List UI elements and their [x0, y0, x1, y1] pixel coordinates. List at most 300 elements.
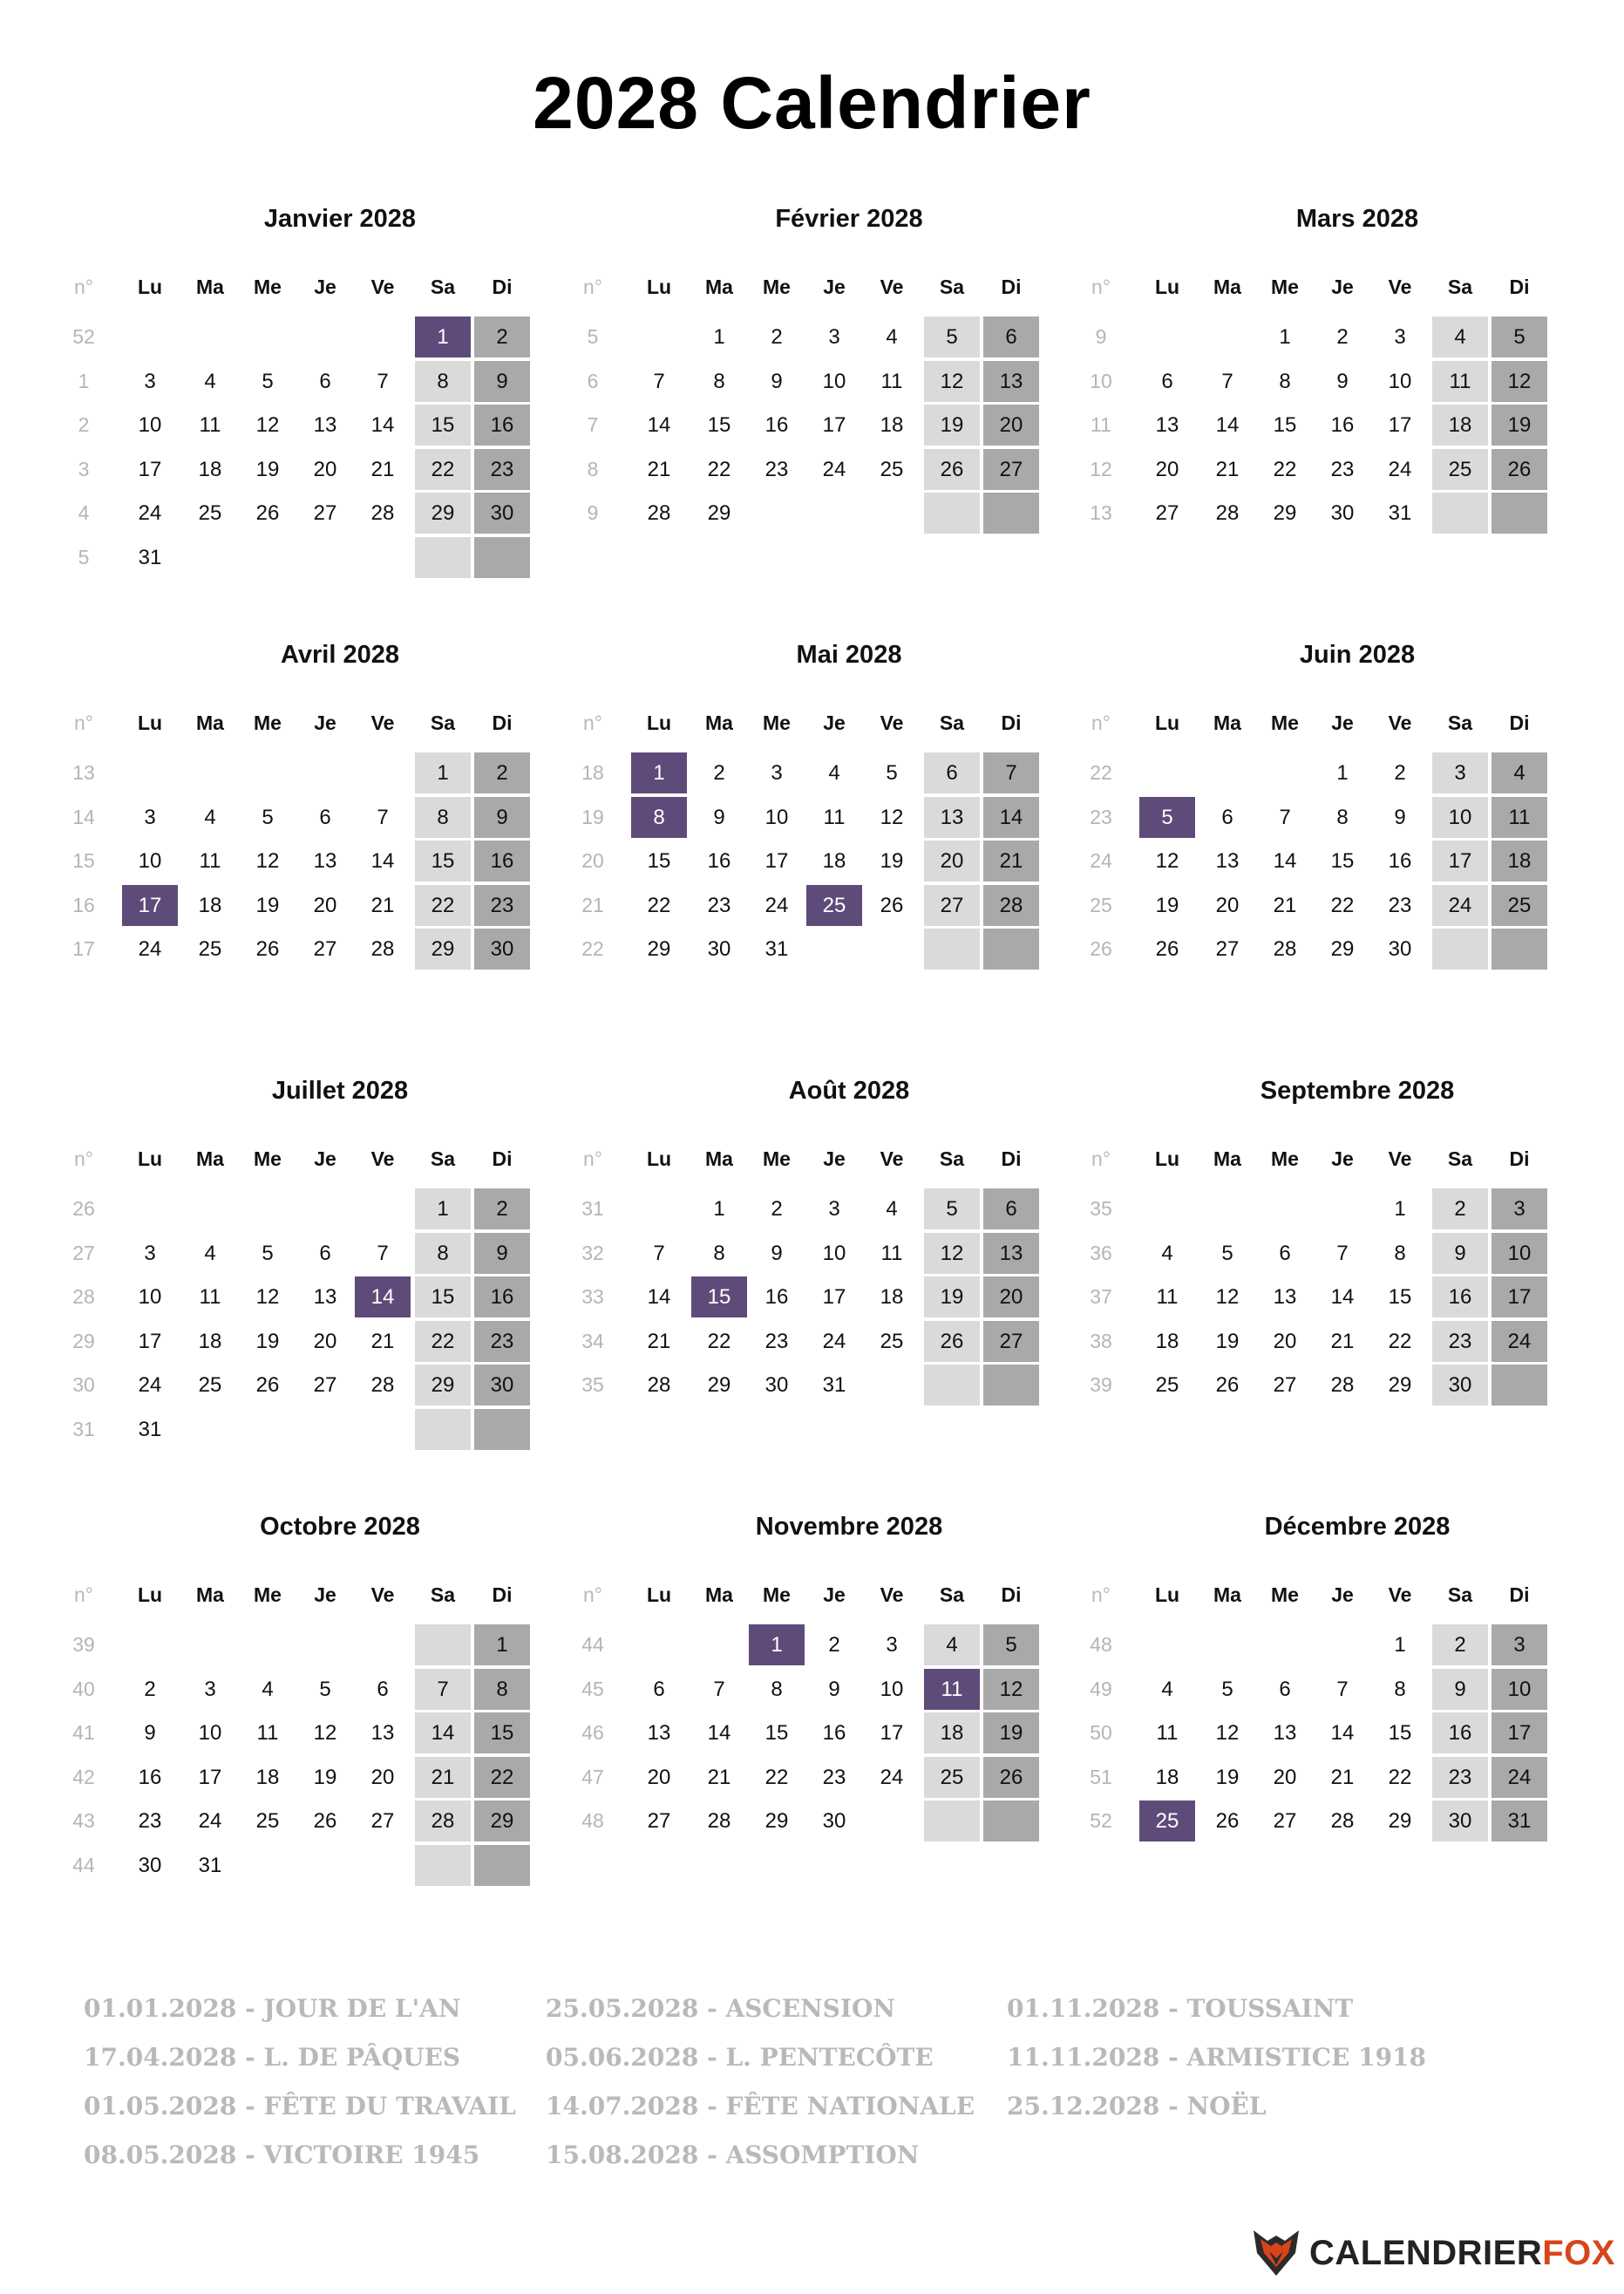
day-cell: 2	[144, 1677, 156, 1701]
week-number: 49	[1090, 1677, 1112, 1700]
week-number-header: n°	[1091, 1147, 1111, 1170]
day-cell: 7	[983, 752, 1039, 793]
month-block	[570, 641, 1058, 1051]
day-cell: 23	[1330, 457, 1355, 481]
day-cell: 27	[1215, 937, 1240, 961]
month-title: Décembre 2028	[1264, 1513, 1451, 1541]
week-number: 35	[581, 1373, 604, 1396]
day-cell: 28	[370, 1373, 395, 1397]
day-cell: 13	[1155, 413, 1179, 437]
weekday-header: Je	[314, 276, 336, 298]
day-cell: 25	[880, 457, 904, 481]
holiday-day-cell: 15	[691, 1276, 747, 1317]
day-cell: 15	[415, 1276, 471, 1317]
month-title: Mars 2028	[1295, 205, 1419, 233]
day-cell: 4	[886, 325, 898, 349]
day-cell: 28	[647, 1373, 671, 1397]
day-cell: 19	[1155, 893, 1179, 917]
empty-weekend-cell	[983, 493, 1039, 534]
day-cell: 21	[370, 893, 395, 917]
day-cell: 13	[647, 1721, 671, 1745]
weekday-header: Di	[1509, 1147, 1530, 1170]
weekday-header: Sa	[430, 711, 456, 734]
weekday-header: Lu	[646, 711, 672, 734]
week-number-header: n°	[74, 711, 93, 734]
week-number: 12	[1090, 457, 1112, 480]
weekday-header: Ma	[196, 1583, 224, 1606]
week-number: 52	[1090, 1809, 1112, 1832]
day-cell: 30	[1388, 937, 1412, 961]
day-cell: 29	[415, 493, 471, 534]
day-cell: 24	[1388, 457, 1412, 481]
weekday-header: Sa	[1447, 1583, 1473, 1606]
week-number: 30	[72, 1373, 95, 1396]
week-number: 13	[72, 761, 95, 784]
week-number: 6	[587, 369, 599, 392]
day-cell: 30	[474, 929, 530, 970]
day-cell: 26	[924, 1321, 980, 1362]
day-cell: 12	[880, 805, 904, 829]
week-number: 46	[581, 1721, 604, 1744]
brand-name	[1309, 2234, 1615, 2273]
day-cell: 20	[313, 1329, 337, 1353]
week-number: 25	[1090, 893, 1112, 916]
day-cell: 7	[1336, 1241, 1349, 1265]
week-number: 31	[72, 1417, 95, 1440]
weekday-header: Sa	[939, 1147, 965, 1170]
day-cell: 28	[983, 885, 1039, 926]
day-cell: 9	[474, 1233, 530, 1274]
day-cell: 11	[199, 849, 221, 873]
day-cell: 29	[1388, 1809, 1412, 1833]
day-cell: 16	[822, 1721, 846, 1745]
holiday-column	[84, 1984, 537, 2180]
day-cell: 5	[924, 317, 980, 357]
holiday-day-cell: 1	[415, 317, 471, 357]
day-cell: 18	[1155, 1765, 1179, 1789]
weekday-header: Lu	[646, 1147, 672, 1170]
day-cell: 18	[198, 893, 222, 917]
holiday-day-cell: 11	[924, 1669, 980, 1710]
day-cell: 18	[924, 1712, 980, 1753]
week-number: 8	[587, 457, 599, 480]
day-cell: 20	[983, 405, 1039, 446]
day-cell: 28	[707, 1809, 731, 1833]
day-cell: 7	[377, 1241, 389, 1265]
weekday-header: Ve	[370, 711, 395, 734]
day-cell: 5	[262, 805, 274, 829]
day-cell: 26	[1215, 1373, 1240, 1397]
day-cell: 3	[1491, 1188, 1547, 1229]
day-cell: 22	[415, 885, 471, 926]
day-cell: 9	[828, 1677, 840, 1701]
day-cell: 6	[319, 369, 331, 393]
week-number: 13	[1090, 501, 1112, 524]
weekday-header: Lu	[137, 1147, 163, 1170]
day-cell: 21	[1330, 1329, 1355, 1353]
day-cell: 30	[1432, 1365, 1488, 1406]
day-cell: 4	[1161, 1677, 1173, 1701]
week-number: 24	[1090, 849, 1112, 872]
day-cell: 26	[313, 1809, 337, 1833]
day-cell: 22	[1388, 1765, 1412, 1789]
day-cell: 1	[1279, 325, 1291, 349]
day-cell: 29	[415, 929, 471, 970]
week-number-header: n°	[1091, 276, 1111, 298]
day-cell: 3	[1394, 325, 1406, 349]
day-cell: 20	[1273, 1329, 1297, 1353]
week-number: 31	[581, 1197, 604, 1220]
week-number: 38	[1090, 1329, 1112, 1352]
week-number: 27	[72, 1241, 95, 1264]
holiday-day-cell: 25	[1139, 1800, 1195, 1841]
holiday-day-cell: 1	[631, 752, 687, 793]
day-cell: 15	[474, 1712, 530, 1753]
weekday-header: Me	[254, 1583, 282, 1606]
day-cell: 2	[1394, 761, 1406, 785]
day-cell: 22	[415, 449, 471, 490]
day-cell: 30	[474, 1365, 530, 1406]
month-block	[61, 205, 549, 615]
day-cell: 29	[1273, 501, 1297, 525]
day-cell: 21	[1330, 1765, 1355, 1789]
week-number: 28	[72, 1285, 95, 1308]
weekday-header: Me	[763, 276, 791, 298]
day-cell: 8	[474, 1669, 530, 1710]
week-number: 22	[1090, 761, 1112, 784]
weekday-header: Je	[1331, 1583, 1354, 1606]
weekday-header: Je	[1331, 1147, 1354, 1170]
week-number: 50	[1090, 1721, 1112, 1744]
day-cell: 18	[880, 1285, 904, 1309]
week-number-header: n°	[583, 276, 602, 298]
weekday-header: Di	[492, 1147, 513, 1170]
day-cell: 7	[713, 1677, 725, 1701]
week-number: 35	[1090, 1197, 1112, 1220]
day-cell: 18	[822, 849, 846, 873]
weekday-header: Di	[1001, 1147, 1022, 1170]
day-cell: 17	[822, 413, 846, 437]
empty-weekend-cell	[983, 929, 1039, 970]
day-cell: 17	[1491, 1712, 1547, 1753]
day-cell: 5	[262, 369, 274, 393]
day-cell: 12	[983, 1669, 1039, 1710]
day-cell: 1	[713, 325, 725, 349]
day-cell: 23	[764, 457, 789, 481]
day-cell: 23	[1432, 1321, 1488, 1362]
day-cell: 16	[474, 1276, 530, 1317]
weekday-header: Lu	[137, 276, 163, 298]
day-cell: 19	[255, 893, 280, 917]
day-cell: 26	[255, 937, 280, 961]
day-cell: 10	[764, 805, 789, 829]
day-cell: 4	[204, 1241, 216, 1265]
day-cell: 8	[415, 797, 471, 838]
empty-weekend-cell	[415, 1409, 471, 1450]
day-cell: 17	[822, 1285, 846, 1309]
weekday-header: Sa	[430, 1583, 456, 1606]
day-cell: 7	[653, 1241, 665, 1265]
weekday-header: Ma	[705, 1147, 733, 1170]
day-cell: 8	[713, 1241, 725, 1265]
day-cell: 6	[1279, 1677, 1291, 1701]
day-cell: 5	[1491, 317, 1547, 357]
day-cell: 15	[1388, 1721, 1412, 1745]
day-cell: 12	[255, 413, 280, 437]
day-cell: 11	[880, 369, 903, 393]
day-cell: 13	[313, 1285, 337, 1309]
week-number: 10	[1090, 369, 1112, 392]
day-cell: 8	[1336, 805, 1349, 829]
day-cell: 4	[1432, 317, 1488, 357]
day-cell: 27	[924, 885, 980, 926]
day-cell: 28	[415, 1800, 471, 1841]
day-cell: 22	[1330, 893, 1355, 917]
weekday-header: Di	[1509, 711, 1530, 734]
day-cell: 9	[1336, 369, 1349, 393]
day-cell: 20	[983, 1276, 1039, 1317]
day-cell: 31	[138, 545, 162, 569]
day-cell: 28	[370, 501, 395, 525]
day-cell: 21	[370, 1329, 395, 1353]
empty-weekend-cell	[1491, 493, 1547, 534]
day-cell: 4	[828, 761, 840, 785]
week-number: 4	[78, 501, 90, 524]
day-cell: 20	[1155, 457, 1179, 481]
brand-name-part1: CALENDRIER	[1309, 2233, 1543, 2272]
weekday-header: Ve	[370, 276, 395, 298]
week-number: 20	[581, 849, 604, 872]
week-number: 5	[587, 325, 599, 348]
weekday-header: Je	[314, 1583, 336, 1606]
week-number: 42	[72, 1765, 95, 1788]
day-cell: 7	[377, 805, 389, 829]
week-number: 9	[587, 501, 599, 524]
day-cell: 26	[1155, 937, 1179, 961]
week-number: 1	[78, 369, 90, 392]
day-cell: 6	[653, 1677, 665, 1701]
day-cell: 30	[1330, 501, 1355, 525]
day-cell: 27	[983, 449, 1039, 490]
day-cell: 27	[370, 1809, 395, 1833]
weekday-header: Me	[254, 1147, 282, 1170]
day-cell: 6	[1279, 1241, 1291, 1265]
day-cell: 29	[707, 501, 731, 525]
day-cell: 12	[924, 1233, 980, 1274]
day-cell: 4	[1161, 1241, 1173, 1265]
weekday-header: Di	[1509, 276, 1530, 298]
day-cell: 2	[771, 325, 783, 349]
day-cell: 31	[198, 1853, 222, 1877]
week-number: 3	[78, 457, 90, 480]
day-cell: 12	[255, 849, 280, 873]
day-cell: 10	[880, 1677, 904, 1701]
day-cell: 10	[822, 1241, 846, 1265]
day-cell: 26	[880, 893, 904, 917]
day-cell: 28	[1215, 501, 1240, 525]
day-cell: 25	[880, 1329, 904, 1353]
day-cell: 18	[1432, 405, 1488, 446]
day-cell: 21	[415, 1757, 471, 1798]
month-block	[570, 1513, 1058, 1923]
day-cell: 13	[313, 413, 337, 437]
day-cell: 3	[144, 805, 156, 829]
weekday-header: Ve	[880, 711, 904, 734]
empty-weekend-cell	[983, 1365, 1039, 1406]
month-block	[1078, 1513, 1566, 1923]
weekday-header: Di	[492, 276, 513, 298]
day-cell: 6	[924, 752, 980, 793]
day-cell: 9	[474, 361, 530, 402]
holiday-item: 05.06.2028 - L. PENTECÔTE	[546, 2043, 934, 2072]
day-cell: 15	[415, 405, 471, 446]
week-number-header: n°	[583, 1147, 602, 1170]
day-cell: 24	[764, 893, 789, 917]
day-cell: 27	[313, 937, 337, 961]
day-cell: 29	[1330, 937, 1355, 961]
day-cell: 7	[1279, 805, 1291, 829]
day-cell: 9	[771, 1241, 783, 1265]
day-cell: 5	[924, 1188, 980, 1229]
day-cell: 23	[822, 1765, 846, 1789]
weekday-header: Ve	[1388, 711, 1412, 734]
day-cell: 23	[474, 1321, 530, 1362]
day-cell: 10	[1491, 1669, 1547, 1710]
weekday-header: Sa	[1447, 1147, 1473, 1170]
weekday-header: Me	[763, 1583, 791, 1606]
empty-weekend-cell	[1432, 929, 1488, 970]
day-cell: 5	[1221, 1241, 1233, 1265]
day-cell: 21	[647, 1329, 671, 1353]
day-cell: 22	[707, 1329, 731, 1353]
day-cell: 14	[1330, 1721, 1355, 1745]
day-cell: 13	[370, 1721, 395, 1745]
day-cell: 31	[822, 1373, 846, 1397]
day-cell: 5	[886, 761, 898, 785]
day-cell: 18	[1155, 1329, 1179, 1353]
day-cell: 24	[138, 937, 162, 961]
day-cell: 16	[764, 413, 789, 437]
month-title: Février 2028	[775, 205, 923, 233]
day-cell: 9	[1394, 805, 1406, 829]
day-cell: 9	[474, 797, 530, 838]
day-cell: 19	[255, 1329, 280, 1353]
weekday-header: Ma	[705, 711, 733, 734]
day-cell: 8	[713, 369, 725, 393]
day-cell: 18	[198, 1329, 222, 1353]
day-cell: 19	[1491, 405, 1547, 446]
day-cell: 3	[204, 1677, 216, 1701]
empty-weekend-cell	[415, 1624, 471, 1665]
day-cell: 15	[1388, 1285, 1412, 1309]
day-cell: 26	[1491, 449, 1547, 490]
day-cell: 20	[313, 893, 337, 917]
weekday-header: Di	[1001, 1583, 1022, 1606]
day-cell: 19	[313, 1765, 337, 1789]
day-cell: 23	[1388, 893, 1412, 917]
day-cell: 1	[415, 1188, 471, 1229]
day-cell: 19	[1215, 1329, 1240, 1353]
day-cell: 6	[1161, 369, 1173, 393]
day-cell: 13	[1273, 1721, 1297, 1745]
day-cell: 8	[1394, 1677, 1406, 1701]
day-cell: 14	[1273, 849, 1297, 873]
week-number: 26	[72, 1197, 95, 1220]
day-cell: 8	[771, 1677, 783, 1701]
day-cell: 15	[764, 1721, 789, 1745]
day-cell: 30	[474, 493, 530, 534]
day-cell: 23	[138, 1809, 162, 1833]
day-cell: 23	[707, 893, 731, 917]
day-cell: 3	[1432, 752, 1488, 793]
weekday-header: Je	[1331, 711, 1354, 734]
month-block	[1078, 1077, 1566, 1487]
day-cell: 4	[204, 369, 216, 393]
weekday-header: Sa	[939, 276, 965, 298]
month-title: Juin 2028	[1299, 641, 1416, 669]
day-cell: 7	[377, 369, 389, 393]
day-cell: 14	[983, 797, 1039, 838]
day-cell: 29	[707, 1373, 731, 1397]
day-cell: 6	[377, 1677, 389, 1701]
holiday-item: 01.11.2028 - TOUSSAINT	[1007, 1994, 1354, 2023]
week-number: 36	[1090, 1241, 1112, 1264]
day-cell: 23	[474, 885, 530, 926]
day-cell: 15	[1330, 849, 1355, 873]
day-cell: 15	[415, 841, 471, 882]
weekday-header: Ve	[1388, 1147, 1412, 1170]
week-number: 45	[581, 1677, 604, 1700]
day-cell: 2	[713, 761, 725, 785]
week-number: 48	[1090, 1633, 1112, 1656]
day-cell: 1	[1394, 1197, 1406, 1221]
day-cell: 26	[924, 449, 980, 490]
day-cell: 17	[1491, 1276, 1547, 1317]
weekday-header: Lu	[137, 1583, 163, 1606]
day-cell: 11	[199, 413, 221, 437]
day-cell: 10	[198, 1721, 222, 1745]
weekday-header: Ve	[880, 276, 904, 298]
day-cell: 26	[255, 501, 280, 525]
day-cell: 12	[1491, 361, 1547, 402]
day-cell: 22	[474, 1757, 530, 1798]
day-cell: 28	[1273, 937, 1297, 961]
brand-logo	[1252, 2225, 1615, 2281]
day-cell: 17	[138, 457, 162, 481]
day-cell: 27	[1273, 1809, 1297, 1833]
empty-weekend-cell	[924, 1365, 980, 1406]
day-cell: 28	[1330, 1373, 1355, 1397]
weekday-header: Di	[1001, 711, 1022, 734]
day-cell: 27	[1155, 501, 1179, 525]
day-cell: 4	[886, 1197, 898, 1221]
holiday-column	[1007, 1984, 1460, 2131]
holiday-item: 25.05.2028 - ASCENSION	[546, 1994, 895, 2023]
holiday-item: 14.07.2028 - FÊTE NATIONALE	[546, 2092, 975, 2120]
empty-weekend-cell	[924, 1800, 980, 1841]
week-number: 44	[581, 1633, 604, 1656]
weekday-header: Je	[823, 711, 846, 734]
day-cell: 29	[647, 937, 671, 961]
day-cell: 8	[1394, 1241, 1406, 1265]
empty-weekend-cell	[474, 537, 530, 578]
weekday-header: Ma	[1213, 1147, 1241, 1170]
day-cell: 13	[1273, 1285, 1297, 1309]
holiday-item: 17.04.2028 - L. DE PÂQUES	[84, 2043, 461, 2072]
day-cell: 21	[647, 457, 671, 481]
weekday-header: Sa	[430, 1147, 456, 1170]
week-number: 26	[1090, 937, 1112, 960]
